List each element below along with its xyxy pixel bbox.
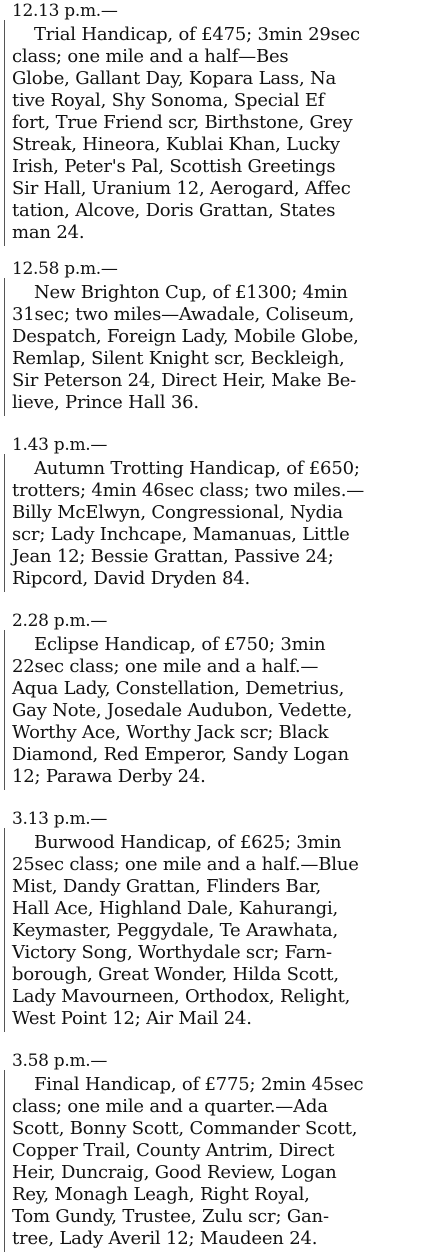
race-text-line: Sir Peterson 24, Direct Heir, Make Be- (12, 370, 357, 391)
race-text-line: trotters; 4min 46sec class; two miles.— (12, 480, 365, 501)
race-text-line: fort, True Friend scr, Birthstone, Grey (12, 112, 353, 133)
race-text-line: tation, Alcove, Doris Grattan, States (12, 200, 336, 221)
race-text-line: 22sec class; one mile and a half.— (12, 656, 319, 677)
race-time: 12.58 p.m.— (12, 259, 118, 279)
race-entry (0, 1050, 425, 1256)
race-time: 12.13 p.m.— (12, 1, 118, 21)
column-rule (4, 828, 5, 1032)
race-text-line: Keymaster, Peggydale, Te Arawhata, (12, 920, 338, 941)
race-text-line: Gay Note, Josedale Audubon, Vedette, (12, 700, 353, 721)
race-text-line: tree, Lady Averil 12; Maudeen 24. (12, 1228, 318, 1249)
race-entry (0, 610, 425, 794)
race-text-line: 25sec class; one mile and a half.—Blue (12, 854, 359, 875)
column-rule (4, 20, 5, 246)
race-text-line: lieve, Prince Hall 36. (12, 392, 199, 413)
race-text-line: class; one mile and a quarter.—Ada (12, 1096, 328, 1117)
race-text-line: borough, Great Wonder, Hilda Scott, (12, 964, 339, 985)
race-text-line: Worthy Ace, Worthy Jack scr; Black (12, 722, 329, 743)
race-text-line: Sir Hall, Uranium 12, Aerogard, Affec (12, 178, 351, 199)
race-text-line: Heir, Duncraig, Good Review, Logan (12, 1162, 337, 1183)
race-time: 2.28 p.m.— (12, 611, 108, 631)
column-rule (4, 454, 5, 592)
race-text-line: Globe, Gallant Day, Kopara Lass, Na (12, 68, 337, 89)
race-text-line: Victory Song, Worthydale scr; Farn- (12, 942, 332, 963)
race-text-line: Hall Ace, Highland Dale, Kahurangi, (12, 898, 339, 919)
race-entry (0, 258, 425, 420)
race-text-line: 31sec; two miles—Awadale, Coliseum, (12, 304, 355, 325)
race-text-line: tive Royal, Shy Sonoma, Special Ef (12, 90, 325, 111)
race-text-line: Copper Trail, County Antrim, Direct (12, 1140, 335, 1161)
race-title-line: Eclipse Handicap, of £750; 3min (34, 634, 326, 655)
column-rule (4, 1070, 5, 1252)
race-title-line: New Brighton Cup, of £1300; 4min (34, 282, 348, 303)
race-title-line: Final Handicap, of £775; 2min 45sec (34, 1074, 364, 1095)
race-text-line: Remlap, Silent Knight scr, Beckleigh, (12, 348, 345, 369)
race-time: 3.13 p.m.— (12, 809, 108, 829)
race-time: 1.43 p.m.— (12, 435, 108, 455)
race-text-line: 12; Parawa Derby 24. (12, 766, 206, 787)
race-text-line: Jean 12; Bessie Grattan, Passive 24; (12, 546, 334, 567)
race-title-line: Autumn Trotting Handicap, of £650; (34, 458, 360, 479)
race-title-line: Burwood Handicap, of £625; 3min (34, 832, 342, 853)
race-text-line: man 24. (12, 222, 85, 243)
race-entry (0, 434, 425, 596)
race-text-line: Diamond, Red Emperor, Sandy Logan (12, 744, 349, 765)
race-entry (0, 0, 425, 250)
race-text-line: Lady Mavourneen, Orthodox, Relight, (12, 986, 351, 1007)
column-rule (4, 278, 5, 416)
race-text-line: Rey, Monagh Leagh, Right Royal, (12, 1184, 310, 1205)
race-text-line: West Point 12; Air Mail 24. (12, 1008, 252, 1029)
race-text-line: Scott, Bonny Scott, Commander Scott, (12, 1118, 358, 1139)
race-text-line: Irish, Peter's Pal, Scottish Greetings (12, 156, 336, 177)
race-text-line: Tom Gundy, Trustee, Zulu scr; Gan- (12, 1206, 329, 1227)
race-time: 3.58 p.m.— (12, 1051, 108, 1071)
race-title-line: Trial Handicap, of £475; 3min 29sec (34, 24, 360, 45)
race-text-line: Despatch, Foreign Lady, Mobile Globe, (12, 326, 359, 347)
race-text-line: class; one mile and a half—Bes (12, 46, 289, 67)
race-text-line: Billy McElwyn, Congressional, Nydia (12, 502, 343, 523)
race-text-line: Aqua Lady, Constellation, Demetrius, (12, 678, 345, 699)
race-text-line: Streak, Hineora, Kublai Khan, Lucky (12, 134, 340, 155)
race-text-line: Mist, Dandy Grattan, Flinders Bar, (12, 876, 322, 897)
race-text-line: scr; Lady Inchcape, Mamanuas, Little (12, 524, 350, 545)
race-text-line: Ripcord, David Dryden 84. (12, 568, 250, 589)
column-rule (4, 630, 5, 790)
race-entry (0, 808, 425, 1036)
